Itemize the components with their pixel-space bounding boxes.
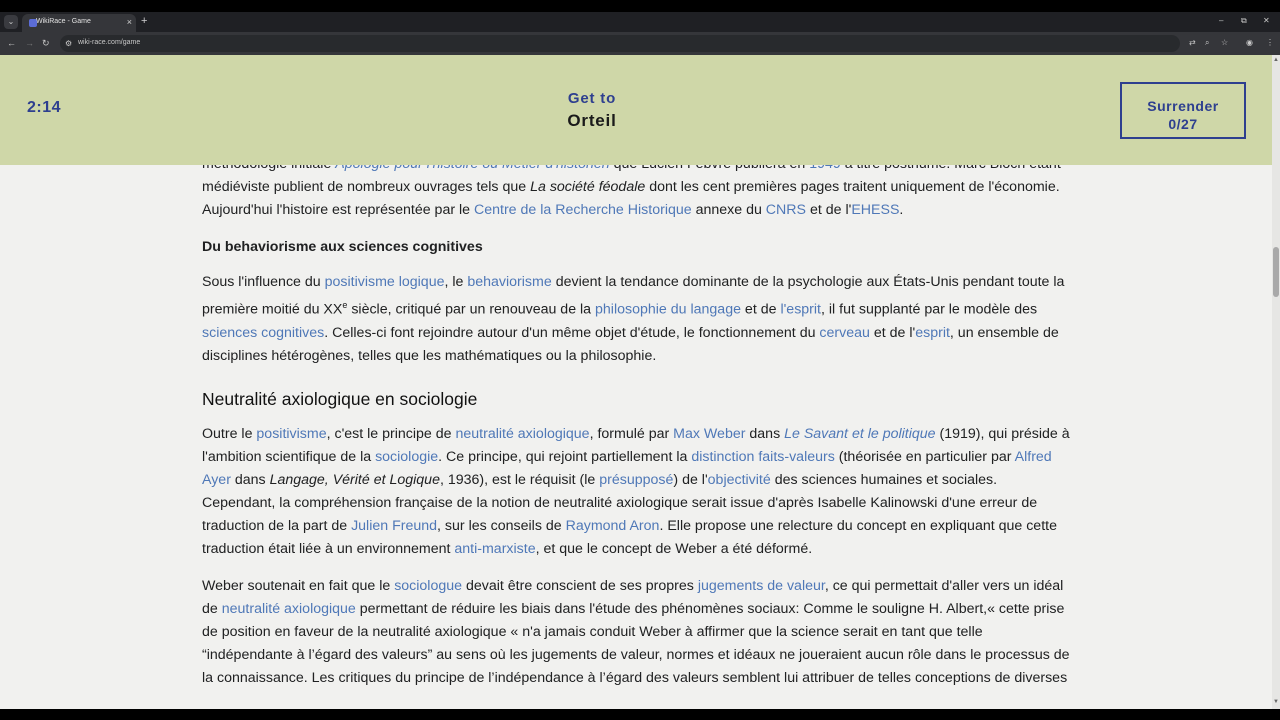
- bookmark-star-icon[interactable]: ☆: [1221, 38, 1229, 47]
- paragraph-weber: Weber soutenait en fait que le sociologue devait être conscient de ses propres jugements de valeur, ce qui permettait d'aller vers un idéal de neutralité axiologique permettant de réduire les biais dans l'étude des phénomènes sociaux: Comme le souligne H. Albert,« cette prise de position en faveur de la neutralité axiologique « n'a jamais conduit Weber à affirmer que la science serait en tant que telle “indépendante à l’égard des valeurs” au sens où les jugements de valeur, normes et idéaux ne joueraient aucun rôle dans le processus de la connaissance. Les critiques du principe de l’indépendance à l’égard des valeurs semblent lui attribuer de telles conceptions de diverses: [202, 577, 1070, 686]
- page-scrollbar[interactable]: [1272, 55, 1280, 709]
- link[interactable]: distinction faits-valeurs: [691, 448, 835, 465]
- translate-icon[interactable]: ⇄: [1189, 38, 1196, 47]
- site-info-icon[interactable]: ⚙: [65, 39, 73, 48]
- goal-label: Get to: [567, 90, 617, 107]
- link[interactable]: Alfred Ayer: [202, 448, 1052, 488]
- link[interactable]: neutralité axiologique: [221, 600, 356, 617]
- section-heading-neutralite: Neutralité axiologique en sociologie: [202, 388, 478, 409]
- link[interactable]: neutralité axiologique: [455, 425, 590, 442]
- link[interactable]: CNRS: [765, 202, 806, 218]
- page-viewport: [0, 55, 1280, 709]
- forward-icon[interactable]: →: [25, 38, 34, 48]
- close-window-icon[interactable]: ✕: [1263, 16, 1270, 25]
- tab-strip: [0, 12, 1280, 32]
- game-header: [0, 55, 1272, 165]
- paragraph-behaviorisme: Sous l'influence du positivisme logique, le behaviorisme devient la tendance dominante de la psychologie aux États-Unis pendant toute la première moitié du XXe siècle, critiqué par un renouveau de la philosophie du langage et de l'esprit, il fut supplanté par le modèle des sciences cognitives. Celles-ci font rejoindre autour d'un même objet d'étude, le fonctionnement du cerveau et de l'esprit, un ensemble de disciplines hétérogènes, telles que les mathématiques ou la philosophie.: [202, 274, 1065, 364]
- restore-icon[interactable]: ⧉: [1241, 16, 1247, 25]
- link[interactable]: anti-marxiste: [454, 540, 536, 557]
- goal-display: [492, 89, 692, 133]
- link[interactable]: objectivité: [707, 471, 771, 488]
- scroll-up-arrow-icon[interactable]: ▲: [1273, 57, 1279, 63]
- tab-wikirace-game[interactable]: [22, 14, 136, 32]
- goal-target: Orteil: [567, 111, 617, 130]
- address-bar[interactable]: [60, 35, 1180, 52]
- tab-search-button[interactable]: ⌄: [4, 15, 18, 29]
- link[interactable]: sciences cognitives: [202, 324, 325, 341]
- new-tab-button[interactable]: +: [141, 15, 148, 27]
- link[interactable]: Le Savant et le politique: [784, 425, 936, 442]
- link[interactable]: sociologie: [375, 448, 439, 465]
- link[interactable]: philosophie du langage: [595, 301, 741, 318]
- article-content: [202, 153, 1074, 704]
- link[interactable]: Centre de la Recherche Historique: [473, 202, 692, 218]
- link[interactable]: esprit: [915, 324, 950, 341]
- link[interactable]: présupposé: [599, 471, 674, 488]
- link[interactable]: behaviorisme: [467, 274, 552, 290]
- browser-toolbar: [0, 32, 1280, 55]
- link[interactable]: jugements de valeur: [697, 577, 825, 594]
- url-text[interactable]: wiki-race.com/game: [78, 39, 141, 46]
- link[interactable]: EHESS: [851, 202, 900, 218]
- profile-icon[interactable]: ◉: [1246, 38, 1253, 47]
- link[interactable]: sociologue: [394, 577, 463, 594]
- link[interactable]: Max Weber: [673, 425, 746, 442]
- surrender-button[interactable]: [1120, 82, 1246, 139]
- link[interactable]: cerveau: [819, 324, 870, 341]
- reload-icon[interactable]: ↻: [42, 38, 50, 48]
- back-icon[interactable]: ←: [7, 38, 16, 48]
- link[interactable]: positivisme logique: [324, 274, 445, 290]
- scroll-down-arrow-icon[interactable]: ▼: [1273, 699, 1279, 705]
- paragraph-neutralite: Outre le positivisme, c'est le principe de neutralité axiologique, formulé par Max Weber dans Le Savant et le politique (1919), qui préside à l'ambition scientifique de la sociologie. Ce principe, qui rejoint partiellement la distinction faits-valeurs (théorisée en particulier par Alfred Ayer dans Langage, Vérité et Logique, 1936), est le réquisit (le présupposé) de l'objectivité des sciences humaines et sociales. Cependant, la compréhension française de la notion de neutralité axiologique serait issue d'après Isabelle Kalinowski d'une erreur de traduction de la part de Julien Freund, sur les conseils de Raymond Aron. Elle propose une relecture du concept en expliquant que cette traduction était liée à un environnement anti-marxiste, et que le concept de Weber a été déformé.: [202, 425, 1070, 557]
- link[interactable]: l'esprit: [780, 301, 821, 318]
- link[interactable]: Raymond Aron: [565, 517, 660, 534]
- link[interactable]: Julien Freund: [351, 517, 438, 534]
- tab-title: WikiRace - Game: [36, 18, 91, 25]
- menu-dots-icon[interactable]: ⋮: [1266, 38, 1274, 47]
- game-timer: 2:14: [27, 99, 62, 116]
- paragraph-historiography: médiéviste publient de nombreux ouvrages tels que La société féodale dont les cent premières pages traitent uniquement de l'économie. Aujourd'hui l'histoire est représentée par le Centre de la Recherche Historique annexe du CNRS et de l'EHESS.: [202, 153, 1074, 222]
- tab-close-icon[interactable]: ×: [126, 17, 132, 27]
- scrollbar-thumb[interactable]: [1273, 247, 1279, 297]
- zoom-icon[interactable]: ⌕: [1205, 38, 1210, 47]
- section-heading-behaviorisme: Du behaviorisme aux sciences cognitives: [202, 239, 483, 255]
- minimize-icon[interactable]: –: [1219, 16, 1224, 25]
- link[interactable]: positivisme: [256, 425, 327, 442]
- surrender-label: Surrender: [1147, 98, 1219, 114]
- click-counter: 0/27: [1168, 116, 1198, 132]
